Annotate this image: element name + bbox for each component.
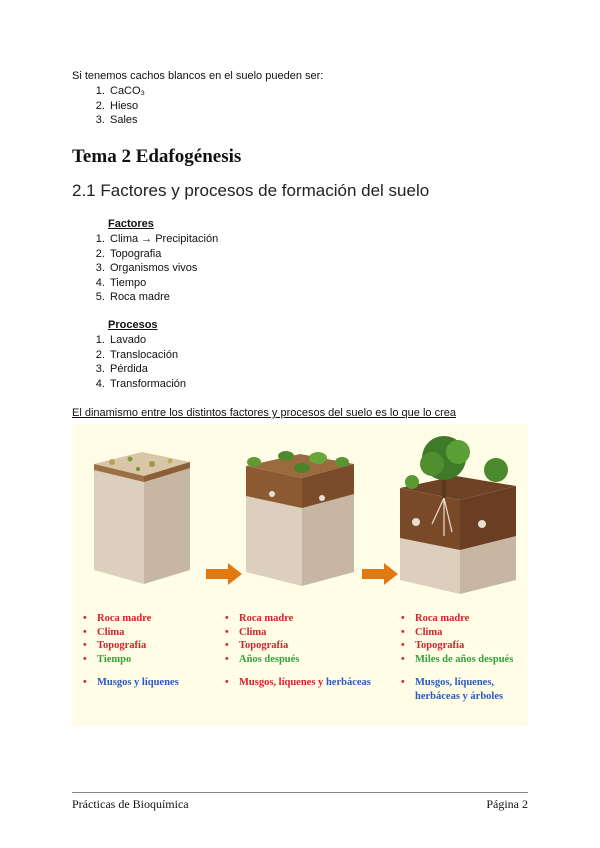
organisms-text: herbáceas y árboles [415,690,504,702]
list-item: 3. Sales [108,113,323,128]
organisms-item: • Musgos y líquenes [80,676,179,690]
section-heading: 2.1 Factores y procesos de formación del suelo [72,181,430,200]
soil-block-mature [400,436,516,594]
factor-item: • Roca madre [222,612,371,626]
footer-page-number: Página 2 [486,797,528,811]
time-item: • Tiempo [80,653,179,667]
factor-item: • Topografía [222,639,371,653]
arrow-right-icon [362,563,398,585]
organisms-item-cont [398,690,513,704]
list-item: 1. Clima → Precipitación [108,232,218,247]
stage-column-mature [398,612,513,703]
factor-item: • Clima [222,626,371,640]
list-item: 1. Lavado [108,333,186,348]
factor-item: • Roca madre [80,612,179,626]
intro-block [72,70,323,128]
procesos-section [72,319,186,391]
soil-formation-figure [72,424,528,726]
factores-section [72,218,218,305]
factor-item: • Topografía [80,639,179,653]
factor-item: • Clima [80,626,179,640]
list-item: 3. Pérdida [108,362,186,377]
factor-item: • Clima [398,626,513,640]
list-item: 2. Topografia [108,247,218,262]
soil-block-early [94,452,190,584]
stage-column-intermediate [222,612,371,690]
factores-list [72,232,218,305]
footer-left: Prácticas de Bioquímica [72,797,189,811]
organisms-item [222,676,371,690]
procesos-title: Procesos [108,319,158,331]
list-item: 3. Organismos vivos [108,261,218,276]
organisms-text-a: Musgos, líquenes y [239,677,324,688]
footer-divider [72,792,528,793]
factor-item: • Roca madre [398,612,513,626]
factores-title: Factores [108,218,154,230]
organisms-text-b: herbáceas [325,677,371,688]
list-item: 4. Transformación [108,377,186,392]
list-item: 5. Roca madre [108,290,218,305]
arrow-right-icon [206,563,242,585]
list-item: 1. CaCO₃ [108,84,323,99]
soil-block-intermediate [246,451,354,586]
list-item: 2. Translocación [108,348,186,363]
factor-item: • Topografía [398,639,513,653]
stage-column-early [80,612,179,690]
organisms-item: • Musgos, líquenes, [398,676,513,690]
page-title: Tema 2 Edafogénesis [72,146,242,167]
time-item: • Años después [222,653,371,667]
figure-caption: El dinamismo entre los distintos factores y procesos del suelo es lo que lo crea [72,407,456,419]
intro-text: Si tenemos cachos blancos en el suelo pueden ser: [72,70,324,82]
list-item: 4. Tiempo [108,276,218,291]
list-item: 2. Hieso [108,99,323,114]
procesos-list [72,333,186,391]
time-item: • Miles de años después [398,653,513,667]
intro-list [72,84,323,128]
